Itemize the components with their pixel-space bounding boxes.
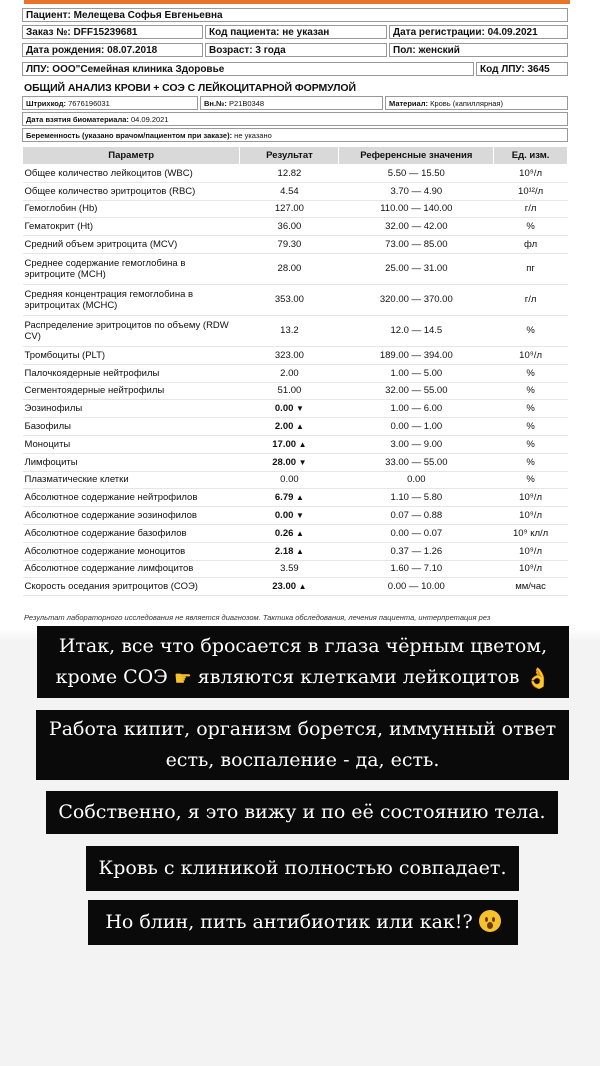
table-row bbox=[23, 346, 568, 364]
unit-cell: 10⁹/л bbox=[494, 165, 568, 183]
table-row bbox=[23, 435, 568, 453]
unit-cell: 10⁹/л bbox=[494, 489, 568, 507]
table-row bbox=[23, 218, 568, 236]
param-cell: Гемоглобин (Hb) bbox=[23, 200, 240, 218]
flag-icon: ▲ bbox=[296, 493, 304, 503]
result-cell: 13.2 bbox=[240, 315, 339, 346]
reference-cell: 0.00 — 1.00 bbox=[339, 418, 494, 436]
patient-code: Код пациента: не указан bbox=[205, 25, 387, 39]
reference-cell: 1.00 — 5.00 bbox=[339, 364, 494, 382]
header-accent-line bbox=[24, 0, 570, 4]
param-cell: Средняя концентрация гемоглобина в эритроцитах (MCHC) bbox=[23, 284, 240, 315]
result-cell: 23.00 ▲ bbox=[240, 578, 339, 596]
table-row bbox=[23, 542, 568, 560]
flag-icon: ▲ bbox=[296, 528, 304, 538]
table-row bbox=[23, 182, 568, 200]
reference-cell: 32.00 — 42.00 bbox=[339, 218, 494, 236]
result-cell: 17.00 ▲ bbox=[240, 435, 339, 453]
param-cell: Абсолютное содержание моноцитов bbox=[23, 542, 240, 560]
flag-icon: ▲ bbox=[298, 439, 307, 449]
result-cell: 0.00 ▼ bbox=[240, 507, 339, 525]
param-cell: Плазматические клетки bbox=[23, 471, 240, 489]
reference-cell: 12.0 — 14.5 bbox=[339, 315, 494, 346]
reference-cell: 73.00 — 85.00 bbox=[339, 236, 494, 254]
lpu-code: Код ЛПУ: 3645 bbox=[476, 62, 568, 76]
param-cell: Абсолютное содержание нейтрофилов bbox=[23, 489, 240, 507]
reference-cell: 0.37 — 1.26 bbox=[339, 542, 494, 560]
caption-2-line-2: есть, воспаление - да, есть. bbox=[165, 749, 440, 771]
table-row bbox=[23, 471, 568, 489]
result-cell: 6.79 ▲ bbox=[240, 489, 339, 507]
birth-date: Дата рождения: 08.07.2018 bbox=[22, 43, 203, 57]
unit-cell: пг bbox=[494, 253, 568, 284]
table-row bbox=[23, 253, 568, 284]
reference-cell: 0.00 — 10.00 bbox=[339, 578, 494, 596]
reference-cell: 32.00 — 55.00 bbox=[339, 382, 494, 400]
registration-date: Дата регистрации: 04.09.2021 bbox=[389, 25, 568, 39]
table-row bbox=[23, 315, 568, 346]
caption-2-line-1: Работа кипит, организм борется, иммунный ответ bbox=[48, 718, 557, 740]
unit-cell: % bbox=[494, 315, 568, 346]
table-row bbox=[23, 284, 568, 315]
param-cell: Базофилы bbox=[23, 418, 240, 436]
unit-cell: % bbox=[494, 364, 568, 382]
param-cell: Тромбоциты (PLT) bbox=[23, 346, 240, 364]
caption-1-line-2: кроме СОЭ ☛ являются клетками лейкоцитов 👌 bbox=[37, 662, 569, 694]
result-cell: 0.26 ▲ bbox=[240, 524, 339, 542]
param-cell: Среднее содержание гемоглобина в эритроците (MCH) bbox=[23, 253, 240, 284]
result-cell: 0.00 bbox=[240, 471, 339, 489]
unit-cell: % bbox=[494, 418, 568, 436]
param-cell: Общее количество лейкоцитов (WBC) bbox=[23, 165, 240, 183]
result-cell: 2.00 bbox=[240, 364, 339, 382]
table-row bbox=[23, 560, 568, 578]
reference-cell: 189.00 — 394.00 bbox=[339, 346, 494, 364]
lpu-name: ЛПУ: ООО"Семейная клиника Здоровье bbox=[22, 62, 474, 76]
table-row bbox=[23, 200, 568, 218]
param-cell: Лимфоциты bbox=[23, 453, 240, 471]
reference-cell: 5.50 — 15.50 bbox=[339, 165, 494, 183]
sample-date-field: Дата взятия биоматериала: 04.09.2021 bbox=[22, 112, 568, 126]
unit-cell: % bbox=[494, 453, 568, 471]
param-cell: Гематокрит (Ht) bbox=[23, 218, 240, 236]
col-unit: Ед. изм. bbox=[494, 147, 568, 165]
reference-cell: 3.70 — 4.90 bbox=[339, 182, 494, 200]
flag-icon: ▲ bbox=[296, 422, 304, 432]
col-reference: Референсные значения bbox=[339, 147, 494, 165]
unit-cell: % bbox=[494, 218, 568, 236]
reference-cell: 320.00 — 370.00 bbox=[339, 284, 494, 315]
param-cell: Моноциты bbox=[23, 435, 240, 453]
param-cell: Абсолютное содержание эозинофилов bbox=[23, 507, 240, 525]
param-cell: Абсолютное содержание лимфоцитов bbox=[23, 560, 240, 578]
result-cell: 3.59 bbox=[240, 560, 339, 578]
result-cell: 4.54 bbox=[240, 182, 339, 200]
results-header-row bbox=[23, 147, 568, 165]
unit-cell: % bbox=[494, 400, 568, 418]
unit-cell: 10¹²/л bbox=[494, 182, 568, 200]
flag-icon: ▲ bbox=[298, 582, 307, 592]
reference-cell: 1.00 — 6.00 bbox=[339, 400, 494, 418]
reference-cell: 110.00 — 140.00 bbox=[339, 200, 494, 218]
table-row bbox=[23, 165, 568, 183]
caption-2 bbox=[36, 710, 569, 780]
patient-name: Пациент: Мелещева Софья Евгеньевна bbox=[22, 8, 568, 22]
patient-sex: Пол: женский bbox=[389, 43, 568, 57]
table-row bbox=[23, 489, 568, 507]
disclaimer-footnote: Результат лабораторного исследования не является диагнозом. Тактика обследования, лечения пациента, интерпретация рез bbox=[24, 613, 491, 622]
reference-cell: 25.00 — 31.00 bbox=[339, 253, 494, 284]
unit-cell: % bbox=[494, 382, 568, 400]
col-result: Результат bbox=[240, 147, 339, 165]
unit-cell: г/л bbox=[494, 284, 568, 315]
results-table bbox=[22, 146, 568, 596]
flag-icon: ▲ bbox=[296, 546, 304, 556]
unit-cell: фл bbox=[494, 236, 568, 254]
internal-number-field: Вн.№: P21B0348 bbox=[200, 96, 383, 110]
caption-1-line-1: Итак, все что бросается в глаза чёрным цветом, bbox=[58, 635, 548, 657]
table-row bbox=[23, 507, 568, 525]
flag-icon: ▼ bbox=[296, 511, 304, 521]
result-cell: 353.00 bbox=[240, 284, 339, 315]
reference-cell: 3.00 — 9.00 bbox=[339, 435, 494, 453]
param-cell: Палочкоядерные нейтрофилы bbox=[23, 364, 240, 382]
param-cell: Общее количество эритроцитов (RBC) bbox=[23, 182, 240, 200]
unit-cell: % bbox=[494, 471, 568, 489]
table-row bbox=[23, 524, 568, 542]
caption-5: Но блин, пить антибиотик или как!? bbox=[88, 900, 518, 945]
param-cell: Распределение эритроцитов по объему (RDW CV) bbox=[23, 315, 240, 346]
result-cell: 2.00 ▲ bbox=[240, 418, 339, 436]
reference-cell: 0.07 — 0.88 bbox=[339, 507, 494, 525]
barcode-field: Штрихкод: 7676196031 bbox=[22, 96, 198, 110]
unit-cell: г/л bbox=[494, 200, 568, 218]
reference-cell: 1.10 — 5.80 bbox=[339, 489, 494, 507]
unit-cell: % bbox=[494, 435, 568, 453]
caption-1 bbox=[37, 626, 569, 698]
unit-cell: 10⁹/л bbox=[494, 346, 568, 364]
result-cell: 127.00 bbox=[240, 200, 339, 218]
table-row bbox=[23, 578, 568, 596]
unit-cell: 10⁹/л bbox=[494, 560, 568, 578]
table-row bbox=[23, 382, 568, 400]
table-row bbox=[23, 400, 568, 418]
caption-3: Собственно, я это вижу и по её состоянию тела. bbox=[46, 791, 558, 834]
unit-cell: 10⁹/л bbox=[494, 507, 568, 525]
unit-cell: 10⁹/л bbox=[494, 542, 568, 560]
pregnancy-field: Беременность (указано врачом/пациентом при заказе): не указано bbox=[22, 128, 568, 142]
param-cell: Сегментоядерные нейтрофилы bbox=[23, 382, 240, 400]
flag-icon: ▼ bbox=[296, 404, 304, 414]
reference-cell: 0.00 — 0.07 bbox=[339, 524, 494, 542]
order-number: Заказ №: DFF15239681 bbox=[22, 25, 203, 39]
caption-4: Кровь с клиникой полностью совпадает. bbox=[86, 846, 519, 891]
reference-cell: 0.00 bbox=[339, 471, 494, 489]
material-field: Материал: Кровь (капиллярная) bbox=[385, 96, 568, 110]
pointing-hand-icon: ☛ bbox=[173, 666, 192, 690]
unit-cell: 10⁹ кл/л bbox=[494, 524, 568, 542]
flag-icon: ▼ bbox=[298, 457, 307, 467]
report-title: ОБЩИЙ АНАЛИЗ КРОВИ + СОЭ С ЛЕЙКОЦИТАРНОЙ ФОРМУЛОЙ bbox=[24, 82, 356, 94]
result-cell: 12.82 bbox=[240, 165, 339, 183]
param-cell: Скорость оседания эритроцитов (СОЭ) bbox=[23, 578, 240, 596]
result-cell: 2.18 ▲ bbox=[240, 542, 339, 560]
col-parameter: Параметр bbox=[23, 147, 240, 165]
unit-cell: мм/час bbox=[494, 578, 568, 596]
param-cell: Эозинофилы bbox=[23, 400, 240, 418]
surprised-face-icon bbox=[479, 910, 501, 932]
table-row bbox=[23, 364, 568, 382]
table-row bbox=[23, 236, 568, 254]
result-cell: 79.30 bbox=[240, 236, 339, 254]
result-cell: 28.00 bbox=[240, 253, 339, 284]
result-cell: 0.00 ▼ bbox=[240, 400, 339, 418]
result-cell: 51.00 bbox=[240, 382, 339, 400]
result-cell: 28.00 ▼ bbox=[240, 453, 339, 471]
table-row bbox=[23, 453, 568, 471]
ok-hand-icon: 👌 bbox=[525, 666, 551, 690]
result-cell: 323.00 bbox=[240, 346, 339, 364]
reference-cell: 33.00 — 55.00 bbox=[339, 453, 494, 471]
param-cell: Средний объем эритроцита (MCV) bbox=[23, 236, 240, 254]
result-cell: 36.00 bbox=[240, 218, 339, 236]
param-cell: Абсолютное содержание базофилов bbox=[23, 524, 240, 542]
reference-cell: 1.60 — 7.10 bbox=[339, 560, 494, 578]
patient-age: Возраст: 3 года bbox=[205, 43, 387, 57]
table-row bbox=[23, 418, 568, 436]
